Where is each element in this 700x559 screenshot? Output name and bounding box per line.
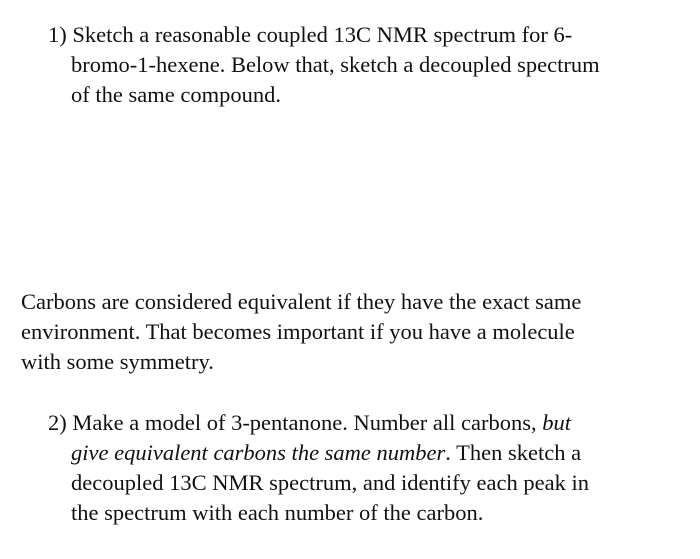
question-2	[48, 408, 589, 528]
question-2-line-1	[48, 408, 589, 438]
note-line-3: with some symmetry.	[21, 349, 214, 374]
question-2-line-2	[48, 438, 589, 468]
question-2-line-1-text: 2) Make a model of 3-pentanone. Number all carbons,	[48, 410, 543, 435]
question-2-line-2-text: . Then sketch a	[445, 440, 582, 465]
question-2-line-4: the spectrum with each number of the carbon.	[71, 500, 484, 525]
question-1-line-3: of the same compound.	[71, 82, 281, 107]
note-line-1: Carbons are considered equivalent if they have the exact same	[21, 289, 582, 314]
equivalence-note	[21, 287, 581, 377]
question-2-line-3: decoupled 13C NMR spectrum, and identify each peak in	[71, 470, 589, 495]
question-2-emphasis-but: but	[542, 410, 571, 435]
note-line-2: environment. That becomes important if you have a molecule	[21, 319, 575, 344]
question-1-line-1: 1) Sketch a reasonable coupled 13C NMR spectrum for 6-	[48, 22, 573, 47]
question-1	[48, 20, 600, 110]
question-1-line-2: bromo-1-hexene. Below that, sketch a decoupled spectrum	[71, 52, 600, 77]
question-2-emphasis-equivalent: give equivalent carbons the same number	[71, 440, 446, 465]
